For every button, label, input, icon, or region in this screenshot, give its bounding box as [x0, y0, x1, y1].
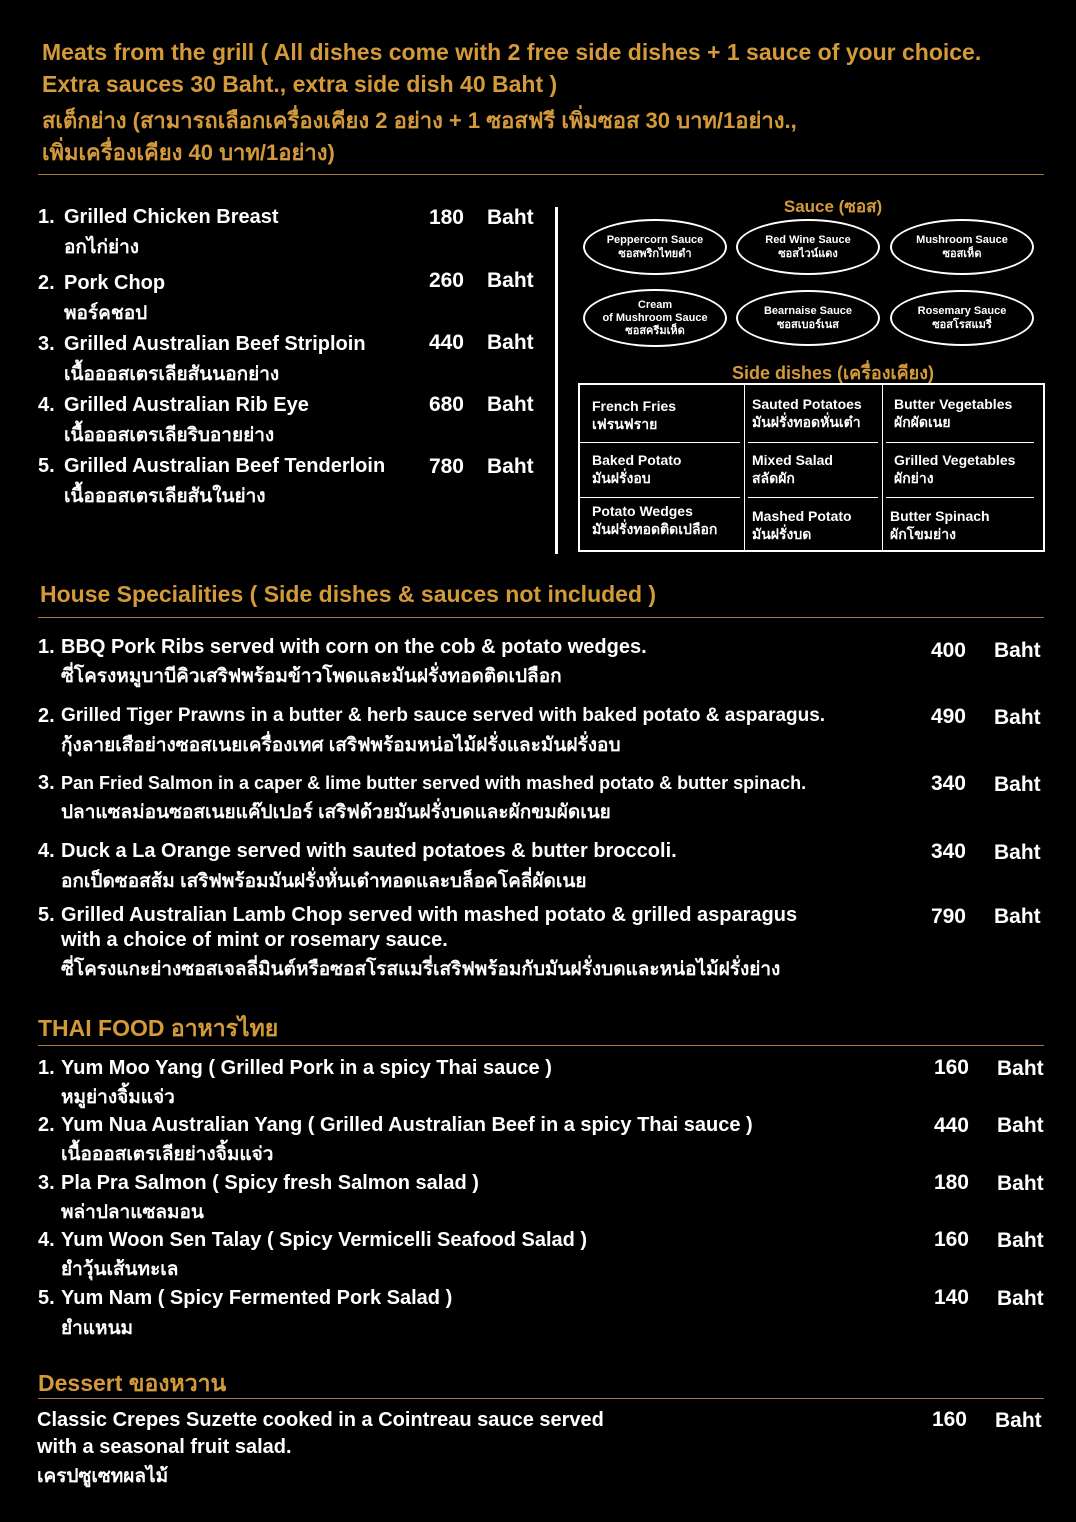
column-separator [555, 207, 558, 554]
item-name-en-line2: with a seasonal fruit salad. [37, 1436, 292, 1458]
table-divider [886, 497, 1034, 498]
item-number: 1. [38, 206, 55, 228]
item-name-en: Pork Chop [64, 272, 166, 294]
item-name-en: Pla Pra Salmon ( Spicy fresh Salmon salad ) [61, 1172, 479, 1194]
side-dish-th: มันฝรั่งอบ [592, 470, 651, 486]
item-name-en: Grilled Australian Beef Striploin [64, 333, 366, 355]
side-dish [752, 451, 833, 487]
item-name-th: ปลาแซลม่อนซอสเนยแค๊ปเปอร์ เสริฟด้วยมันฝรั่งบดและผักขมผัดเนย [61, 802, 611, 823]
item-name-en: Yum Moo Yang ( Grilled Pork in a spicy Thai sauce ) [61, 1057, 552, 1079]
sauce-name-en: Red Wine Sauce [765, 234, 851, 246]
item-price: 790 [930, 905, 966, 928]
side-dish-th: เฟรนฟราย [592, 416, 658, 432]
side-dish-th: ผักย่าง [894, 470, 934, 486]
item-price: 160 [931, 1408, 967, 1431]
item-name-th: เครปซูเซทผลไม้ [37, 1466, 169, 1487]
side-dish-en: Butter Spinach [890, 508, 990, 524]
grill-header-en-line1: Meats from the grill ( All dishes come with 2 free side dishes + 1 sauce of your choice. [42, 39, 982, 65]
side-dish-en: Sauted Potatoes [752, 396, 862, 412]
item-name-en: Grilled Australian Rib Eye [64, 394, 309, 416]
item-number: 5. [38, 1287, 55, 1309]
item-currency: Baht [487, 269, 534, 292]
item-price: 340 [930, 772, 966, 795]
table-divider [580, 497, 740, 498]
item-price: 440 [428, 331, 464, 354]
sauce-name-th: ซอสโรสแมรี่ [932, 319, 992, 331]
item-number: 3. [38, 772, 55, 794]
item-number: 4. [38, 840, 55, 862]
item-name-en: Grilled Tiger Prawns in a butter & herb sauce served with baked potato & asparagus. [61, 705, 826, 726]
side-dish-th: ผักผัดเนย [894, 414, 951, 430]
thai-food-title: THAI FOOD อาหารไทย [38, 1015, 279, 1041]
item-number: 2. [38, 1114, 55, 1136]
side-dish [592, 502, 717, 538]
item-price: 180 [428, 206, 464, 229]
item-name-th: เนื้อออสเตรเลียริบอายย่าง [64, 425, 275, 446]
item-price: 340 [930, 840, 966, 863]
sauce-option [890, 290, 1034, 346]
item-price: 160 [933, 1056, 969, 1079]
item-name-en: Grilled Chicken Breast [64, 206, 279, 228]
grill-header-th-line2: เพิ่มเครื่องเคียง 40 บาท/1อย่าง) [42, 140, 335, 165]
table-divider [886, 442, 1034, 443]
house-divider [38, 617, 1044, 618]
item-price: 160 [933, 1228, 969, 1251]
item-number: 2. [38, 272, 55, 294]
sauce-name-en: Peppercorn Sauce [606, 234, 704, 246]
item-price: 140 [933, 1286, 969, 1309]
side-dishes-title: Side dishes (เครื่องเคียง) [731, 363, 935, 383]
side-dish-th: มันฝรั่งบด [752, 526, 812, 542]
thai-divider [38, 1045, 1044, 1046]
item-number: 2. [38, 705, 55, 727]
sauce-name-th: ซอสเบอร์เนส [776, 319, 840, 331]
item-number: 5. [38, 904, 55, 926]
side-dish-en: French Fries [592, 398, 677, 414]
table-divider [748, 497, 878, 498]
side-dish [592, 397, 676, 433]
item-name-en-line2: with a choice of mint or rosemary sauce. [61, 929, 448, 951]
item-currency: Baht [997, 1057, 1044, 1080]
side-dish-en: Grilled Vegetables [894, 452, 1016, 468]
item-name-en: Yum Nua Australian Yang ( Grilled Australian Beef in a spicy Thai sauce ) [61, 1114, 753, 1136]
item-price: 180 [933, 1171, 969, 1194]
item-currency: Baht [487, 206, 534, 229]
item-currency: Baht [994, 905, 1041, 928]
item-number: 1. [38, 636, 55, 658]
side-dish-th: มันฝรั่งทอดติดเปลือก [592, 521, 718, 537]
item-name-th: ยำวุ้นเส้นทะเล [61, 1259, 179, 1280]
item-number: 3. [38, 333, 55, 355]
sauce-option [736, 290, 880, 346]
sauce-name-en-line2: of Mushroom Sauce [602, 311, 708, 324]
side-dish-th: มันฝรั่งทอดหั่นเต๋า [752, 414, 861, 430]
item-currency: Baht [487, 331, 534, 354]
side-dish [592, 451, 681, 487]
sauce-name-en: Rosemary Sauce [917, 305, 1007, 317]
side-dish [752, 395, 862, 431]
item-name-th: เนื้อออสเตรเลียสันในย่าง [64, 486, 266, 507]
item-name-th: พล่าปลาแซลมอน [61, 1202, 204, 1223]
item-name-th: ซี่โครงแกะย่างซอสเจลลี่มินต์หรือซอสโรสแมรี่เสริฟพร้อมกับมันฝรั่งบดและหน่อไม้ฝรั่งย่าง [61, 959, 781, 980]
item-price: 440 [933, 1114, 969, 1137]
item-price: 400 [930, 639, 966, 662]
side-dish [894, 395, 1012, 431]
house-specialities-title: House Specialities ( Side dishes & sauces not included ) [40, 581, 657, 607]
item-name-en: Yum Woon Sen Talay ( Spicy Vermicelli Seafood Salad ) [61, 1229, 588, 1251]
item-name-th: พอร์คชอป [64, 303, 148, 324]
side-dish-th: สลัดผัก [752, 470, 795, 486]
item-number: 4. [38, 394, 55, 416]
item-number: 1. [38, 1057, 55, 1079]
item-name-th: เนื้อออสเตรเลียสันนอกย่าง [64, 364, 280, 385]
sauce-name-th: ซอสไวน์แดง [778, 248, 838, 260]
item-number: 3. [38, 1172, 55, 1194]
item-currency: Baht [997, 1172, 1044, 1195]
sauce-name-en: Cream [637, 298, 673, 311]
item-name-en: Classic Crepes Suzette cooked in a Cointreau sauce served [37, 1409, 604, 1431]
item-name-en: BBQ Pork Ribs served with corn on the cob & potato wedges. [61, 636, 647, 658]
side-dish-en: Baked Potato [592, 452, 682, 468]
item-name-th: อกไก่ย่าง [64, 237, 140, 258]
item-name-th: ซี่โครงหมูบาบีคิวเสริฟพร้อมข้าวโพดและมันฝรั่งทอดติดเปลือก [61, 666, 562, 687]
item-name-th: กุ้งลายเสือย่างซอสเนยเครื่องเทศ เสริฟพร้อมหน่อไม้ฝรั่งและมันฝรั่งอบ [61, 735, 621, 756]
sauce-name-th: ซอสเห็ด [942, 248, 982, 260]
item-price: 780 [428, 455, 464, 478]
item-price: 680 [428, 393, 464, 416]
side-dish-en: Mashed Potato [752, 508, 852, 524]
item-name-th: อกเป็ดซอสส้ม เสริฟพร้อมมันฝรั่งหั่นเต๋าทอดและบล็อคโคลี่ผัดเนย [61, 871, 587, 892]
item-name-en: Duck a La Orange served with sauted potatoes & butter broccoli. [61, 840, 677, 862]
dessert-title: Dessert ของหวาน [38, 1370, 227, 1396]
table-divider [744, 385, 745, 550]
item-currency: Baht [994, 706, 1041, 729]
sauce-name-th: ซอสครีมเห็ด [625, 324, 685, 337]
item-price: 490 [930, 705, 966, 728]
sauce-name-en: Bearnaise Sauce [763, 305, 853, 317]
table-divider [748, 442, 878, 443]
item-currency: Baht [997, 1229, 1044, 1252]
dessert-divider [38, 1398, 1044, 1399]
side-dish-en: Mixed Salad [752, 452, 833, 468]
item-name-th: ยำแหนม [61, 1318, 134, 1339]
side-dish [890, 507, 990, 543]
item-price: 260 [428, 269, 464, 292]
item-currency: Baht [994, 773, 1041, 796]
item-currency: Baht [997, 1287, 1044, 1310]
item-number: 5. [38, 455, 55, 477]
side-dish-th: ผักโขมย่าง [890, 526, 956, 542]
item-currency: Baht [997, 1114, 1044, 1137]
item-name-en: Grilled Australian Lamb Chop served with mashed potato & grilled asparagus [61, 904, 798, 926]
side-dish [752, 507, 852, 543]
sauce-title-text: Sauce (ซอส) [783, 197, 883, 216]
sauce-option [890, 219, 1034, 275]
sauce-option [583, 219, 727, 275]
side-dish [894, 451, 1015, 487]
item-name-en: Grilled Australian Beef Tenderloin [64, 455, 386, 477]
item-currency: Baht [994, 841, 1041, 864]
grill-divider [38, 174, 1044, 175]
item-currency: Baht [487, 455, 534, 478]
side-dish-en: Butter Vegetables [894, 396, 1013, 412]
sauce-name-en: Mushroom Sauce [916, 234, 1008, 246]
grill-header-th-line1: สเต็กย่าง (สามารถเลือกเครื่องเคียง 2 อย่าง + 1 ซอสฟรี เพิ่มซอส 30 บาท/1อย่าง., [42, 108, 797, 133]
sauce-option [583, 289, 727, 347]
sauce-option [736, 219, 880, 275]
side-dish-en: Potato Wedges [592, 503, 693, 519]
sauce-name-th: ซอสพริกไทยดำ [618, 248, 692, 260]
item-name-en: Yum Nam ( Spicy Fermented Pork Salad ) [61, 1287, 453, 1309]
table-divider [882, 385, 883, 550]
item-name-th: หมูย่างจิ้มแจ่ว [61, 1087, 175, 1108]
item-currency: Baht [487, 393, 534, 416]
item-name-th: เนื้อออสเตรเลียย่างจิ้มแจ่ว [61, 1144, 274, 1165]
item-number: 4. [38, 1229, 55, 1251]
table-divider [580, 442, 740, 443]
item-name-en: Pan Fried Salmon in a caper & lime butter served with mashed potato & butter spinach. [61, 773, 807, 793]
item-currency: Baht [994, 639, 1041, 662]
grill-header-en-line2: Extra sauces 30 Baht., extra side dish 40 Baht ) [42, 71, 558, 97]
item-currency: Baht [995, 1409, 1042, 1432]
side-dishes-table [578, 383, 1045, 552]
